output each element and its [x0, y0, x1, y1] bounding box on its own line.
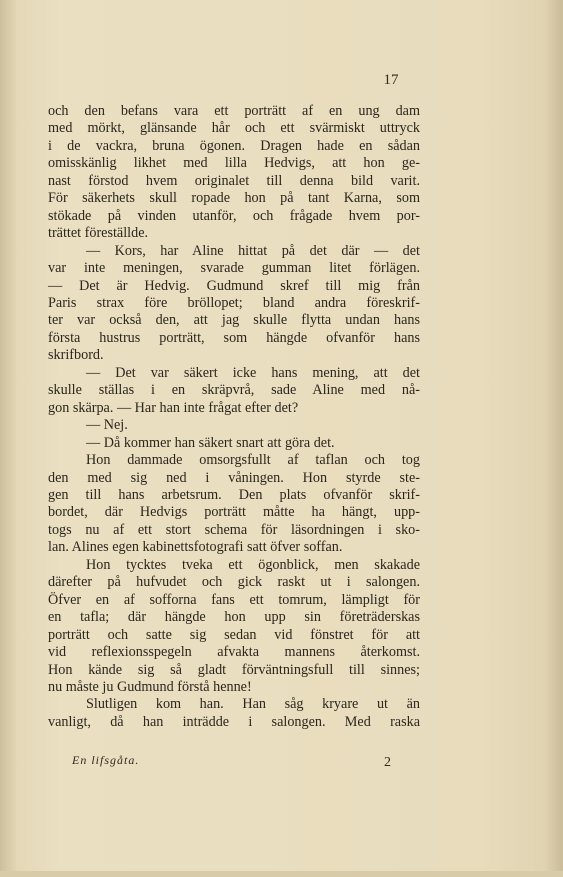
text-line: nu måste ju Gudmund förstå henne! [48, 678, 252, 695]
text-line: omisskänlig likhet med lilla Hedvigs, att hon ge- [48, 155, 420, 172]
text-line: togs nu af ett stort schema för läsordningen i sko- [48, 521, 420, 538]
text-line: bordet, där Hedvigs porträtt måtte ha hängt, upp- [48, 504, 420, 521]
text-line: lan. Alines egen kabinettsfotografi satt öfver soffan. [48, 539, 343, 556]
text-line: — Det var säkert icke hans mening, att det [86, 364, 420, 381]
text-line: och den befans vara ett porträtt af en ung dam [48, 103, 420, 119]
text-line: den med sig ned i våningen. Hon styrde ste- [48, 469, 420, 486]
text-line: Öfver en af sofforna fans ett tomrum, lämpligt för [48, 591, 420, 608]
text-line: — Det är Hedvig. Gudmund skref till mig från [48, 277, 420, 294]
text-line: var inte meningen, svarade gumman litet förlägen. [48, 260, 420, 277]
text-line: stökade på vinden utanför, och frågade hvem por- [48, 207, 420, 224]
text-line: — Kors, har Aline hittat på det där — det [86, 242, 420, 259]
text-line: Hon kände sig så gladt förväntningsfull till sinnes; [48, 661, 420, 678]
signature-number: 2 [384, 755, 391, 770]
page-number: 17 [383, 72, 399, 88]
text-line: Paris strax före bröllopet; bland andra föreskrif- [48, 294, 420, 311]
text-line: För säkerhets skull ropade hon på tant Karna, som [48, 190, 420, 207]
text-line: därefter på hufvudet och gick raskt ut i salongen. [48, 574, 420, 591]
text-line: skulle ställas i en skräpvrå, sade Aline med nå- [48, 382, 420, 399]
text-line: nast förstod hvem originalet till denna bild varit. [48, 172, 420, 189]
text-line: i de vackra, bruna ögonen. Dragen hade en sådan [48, 137, 420, 154]
text-line: porträtt och satte sig sedan vid fönstret för att [48, 626, 420, 643]
text-line: första hustrus porträtt, som hängde ofvanför hans [48, 329, 420, 346]
text-line: ter var också den, att jag skulle flytta undan hans [48, 312, 420, 329]
text-line: — Nej. [86, 417, 128, 434]
text-line: — Då kommer han säkert snart att göra det. [86, 434, 335, 451]
text-line: Hon dammade omsorgsfullt af taflan och tog [86, 452, 420, 469]
text-line: med mörkt, glänsande hår och ett svärmiskt uttryck [48, 120, 420, 137]
text-line: trättet föreställde. [48, 225, 149, 242]
text-line: gen till hans arbetsrum. Den plats ofvanför skrif- [48, 486, 420, 503]
body-text [48, 103, 420, 731]
text-line: gon skärpa. — Har han inte frågat efter det? [48, 399, 299, 416]
text-line: vanligt, då han inträdde i salongen. Med raska [48, 713, 420, 730]
text-line: en tafla; där hängde hon upp sin företräderskas [48, 609, 420, 626]
signature-title: En lifsgåta. [72, 753, 140, 767]
page-bottom-edge [0, 871, 563, 877]
text-line: Slutligen kom han. Han såg kryare ut än [86, 696, 420, 713]
text-line: Hon tycktes tveka ett ögonblick, men skakade [86, 556, 420, 573]
text-line: vid reflexionsspegeln afvakta mannens återkomst. [48, 644, 420, 661]
text-line: skrifbord. [48, 347, 104, 364]
